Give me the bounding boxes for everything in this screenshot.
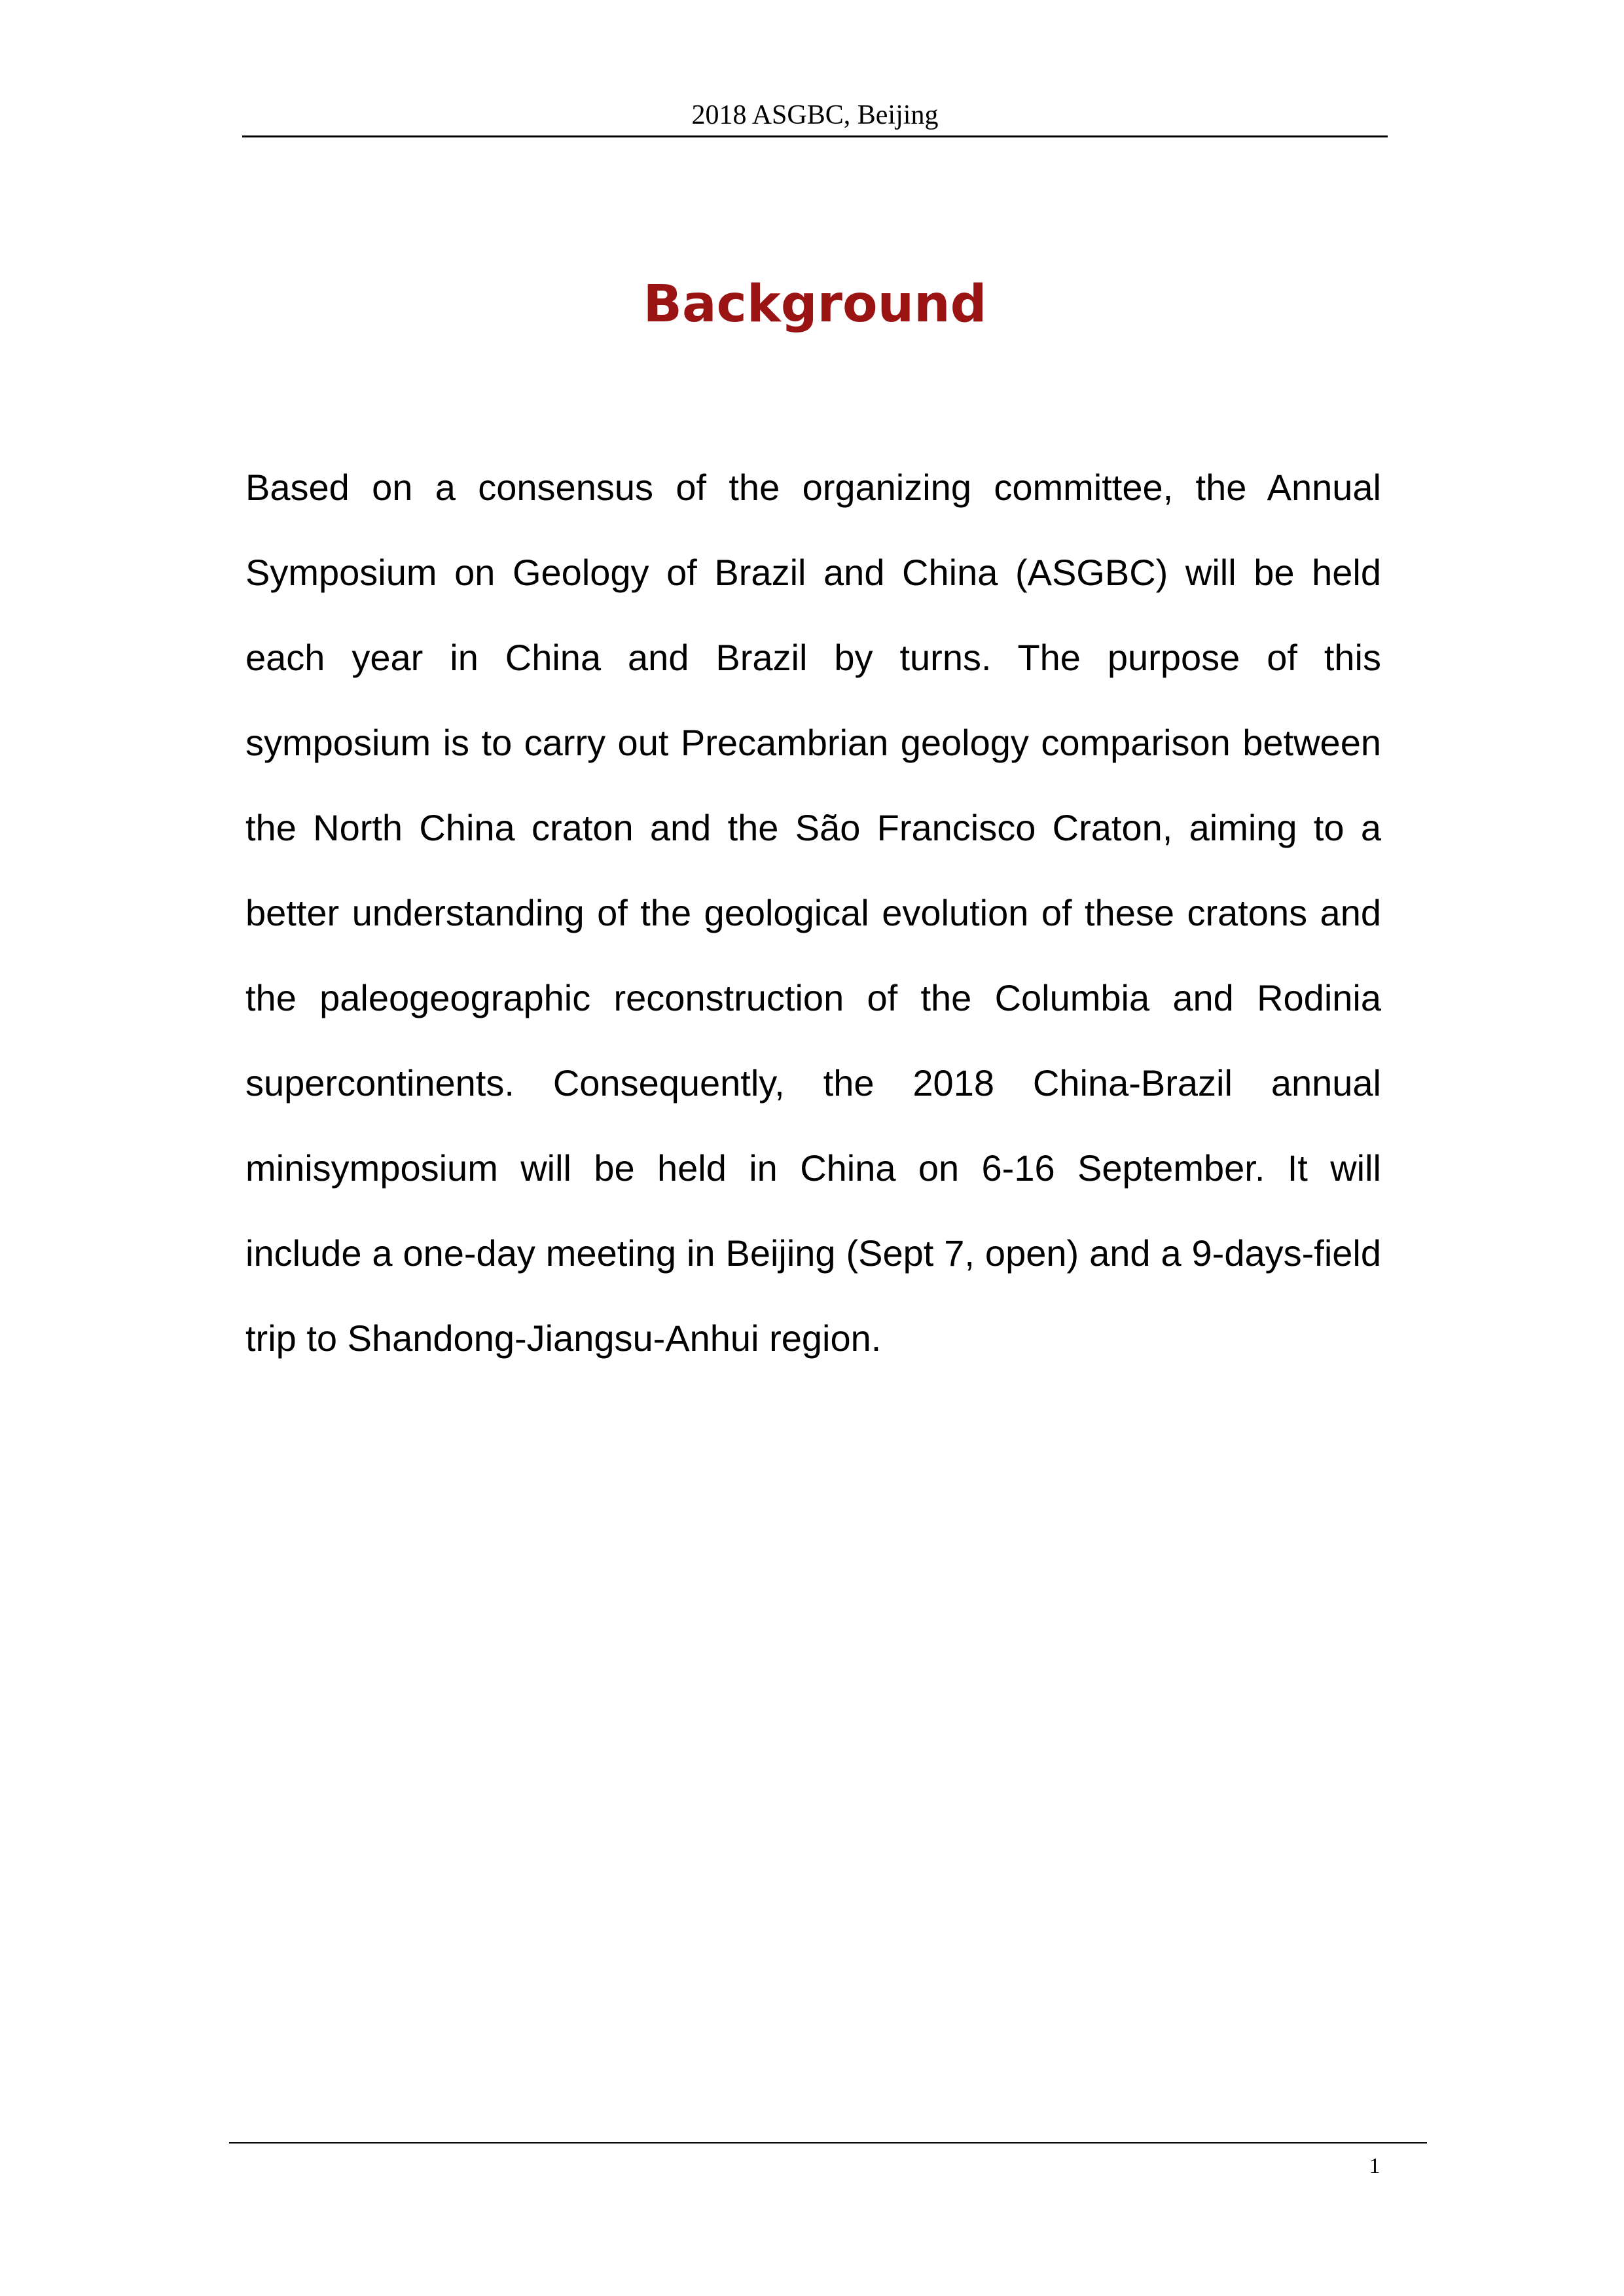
footer-divider: [229, 2142, 1427, 2144]
page-title: Background: [643, 275, 987, 334]
body-paragraph: Based on a consensus of the organizing committee, the Annual Symposium on Geology of Brazil and China (ASGBC) will be held each year in China and Brazil by turns. The purpose of this symposium is to carry out Precambrian geology comparison between the North China craton and the São Francisco Craton, aiming to a better understanding of the geological evolution of these cratons and the paleogeographic reconstruction of the Columbia and Rodinia supercontinents. Consequently, the 2018 China-Brazil annual minisymposium will be held in China on 6-16 September. It will include a one-day meeting in Beijing (Sept 7, open) and a 9-days-field trip to Shandong-Jiangsu-Anhui region.: [245, 467, 1381, 1359]
running-header: 2018 ASGBC, Beijing: [691, 100, 939, 130]
page-number: 1: [1369, 2154, 1380, 2178]
header-divider: [242, 135, 1388, 137]
